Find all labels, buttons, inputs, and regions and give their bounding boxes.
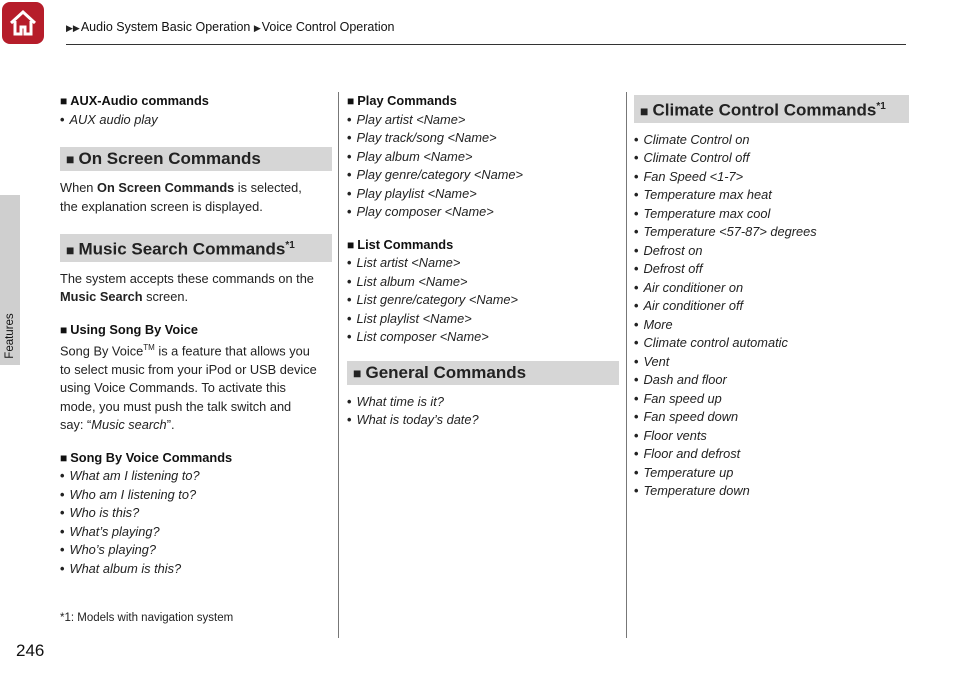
section-heading: ■ AUX-Audio commands: [60, 93, 209, 108]
page-number: 246: [16, 641, 45, 660]
list-item: • Temperature max cool: [634, 205, 771, 221]
list-item: • Dash and floor: [634, 372, 727, 388]
paragraph: Song By Voice™ is a feature that allows you to select music from your iPod or USB device using Voice Commands. To activate this mode, you must push the talk switch and say: “Music search”.: [60, 343, 317, 433]
list-item: • List playlist <Name>: [347, 310, 472, 326]
list-item: • Fan speed down: [634, 409, 739, 425]
list-item: • Who’s playing?: [60, 542, 157, 558]
list-item: • Climate control automatic: [634, 335, 788, 351]
list-item: • Play track/song <Name>: [347, 130, 497, 145]
list-item: • Vent: [634, 353, 670, 369]
square-icon: ■: [66, 241, 75, 258]
section-heading: ■ Song By Voice Commands: [60, 449, 233, 465]
list-item: • Temperature <57-87> degrees: [634, 224, 817, 240]
triangle-icon: ▶: [253, 23, 261, 33]
breadcrumb-link-voice[interactable]: Voice Control Operation: [261, 20, 395, 34]
square-icon: ■: [353, 364, 362, 381]
section-heading: ■ Play Commands: [347, 93, 457, 108]
column-left: [60, 92, 332, 578]
section-banner: ■ On Screen Commands: [60, 147, 332, 171]
list-item: • Play album <Name>: [347, 148, 473, 164]
list-item: • Temperature max heat: [634, 187, 772, 203]
list-item: • Who am I listening to?: [60, 486, 197, 502]
section-banner: ■ Climate Control Commands$^{*1}$: [634, 95, 909, 123]
list-item: • Floor and defrost: [634, 446, 741, 462]
section-heading: ■ Using Song By Voice: [60, 321, 198, 337]
breadcrumb: [66, 20, 395, 34]
square-icon: ■: [66, 151, 75, 167]
list-item: • Temperature down: [634, 483, 750, 499]
list-item: • AUX audio play: [60, 111, 158, 127]
column-divider: [338, 92, 339, 638]
square-icon: ■: [60, 322, 68, 337]
list-item: • Climate Control off: [634, 150, 750, 166]
list-item: • Floor vents: [634, 427, 707, 443]
list-item: • Play genre/category <Name>: [347, 167, 523, 182]
paragraph: When On Screen Commands is selected, the explanation screen is displayed.: [60, 180, 302, 214]
list-item: • What is today’s date?: [347, 412, 479, 427]
header-divider: [66, 44, 906, 45]
square-icon: ■: [640, 102, 649, 119]
square-icon: ■: [60, 94, 68, 108]
list-item: • Air conditioner off: [634, 298, 744, 314]
list-item: • Temperature up: [634, 464, 734, 480]
list-item: • What am I listening to?: [60, 468, 200, 484]
list-item: • Defrost off: [634, 261, 703, 277]
paragraph: The system accepts these commands on the Music Search screen.: [60, 270, 314, 305]
list-item: • Who is this?: [60, 505, 140, 521]
column-middle: [347, 92, 619, 430]
list-item: • More: [634, 316, 673, 332]
home-icon[interactable]: [2, 2, 44, 44]
section-banner: ■ Music Search Commands$^{*1}$: [60, 234, 332, 262]
breadcrumb-link-audio[interactable]: Audio System Basic Operation: [80, 20, 251, 34]
triangle-icon: ▶▶: [66, 23, 80, 33]
list-item: • What album is this?: [60, 560, 182, 576]
list-item: • Air conditioner on: [634, 279, 744, 295]
list-item: • List artist <Name>: [347, 255, 461, 270]
list-item: • Defrost on: [634, 242, 703, 258]
side-label: Features: [4, 313, 16, 359]
list-item: • What time is it?: [347, 393, 444, 409]
section-heading: ■ List Commands: [347, 236, 454, 252]
list-item: • Play composer <Name>: [347, 204, 494, 219]
square-icon: ■: [347, 237, 355, 252]
list-item: • List album <Name>: [347, 273, 468, 289]
list-item: • List composer <Name>: [347, 329, 489, 344]
list-item: • Fan speed up: [634, 390, 722, 406]
list-item: • Climate Control on: [634, 131, 750, 147]
list-item: • Play playlist <Name>: [347, 185, 477, 201]
column-right: [634, 95, 909, 501]
list-item: • Play artist <Name>: [347, 111, 466, 127]
square-icon: ■: [60, 450, 68, 465]
list-item: • List genre/category <Name>: [347, 292, 518, 307]
footnote: *1: Models with navigation system: [60, 612, 234, 624]
section-banner: ■ General Commands: [347, 361, 619, 385]
square-icon: ■: [347, 94, 355, 108]
list-item: • Fan Speed <1-7>: [634, 168, 744, 184]
column-divider: [626, 92, 627, 638]
list-item: • What’s playing?: [60, 523, 160, 539]
